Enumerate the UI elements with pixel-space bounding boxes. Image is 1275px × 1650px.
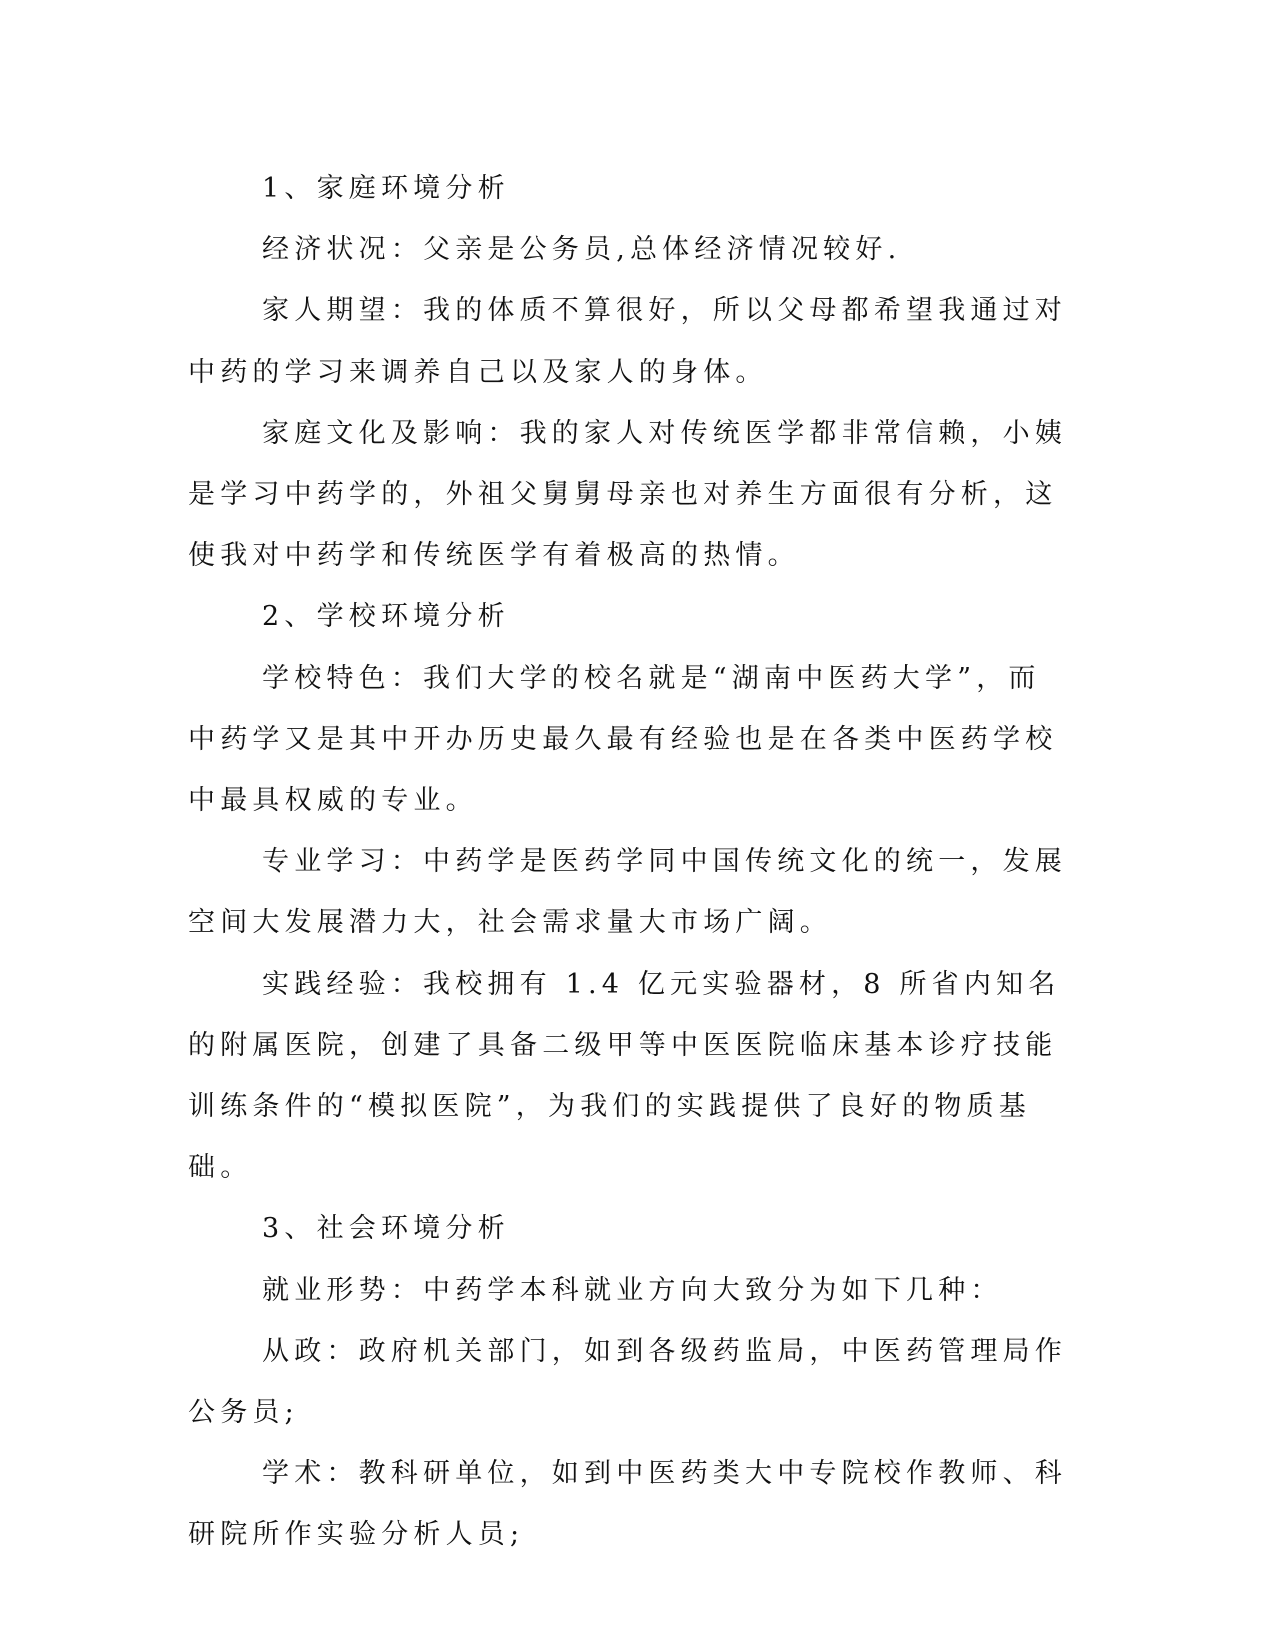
- paragraph-academic-career: 学术：教科研单位，如到中医药类大中专院校作教师、科研院所作实验分析人员;: [188, 1458, 1067, 1551]
- paragraph-family-expectation: 家人期望：我的体质不算很好，所以父母都希望我通过对中药的学习来调养自己以及家人的身体。: [188, 295, 1067, 388]
- paragraph-school-features: 学校特色：我们大学的校名就是“湖南中医药大学”，而中药学又是其中开办历史最久最有经验也是在各类中医药学校中最具权威的专业。: [188, 662, 1058, 817]
- paragraph-major-study: 专业学习：中药学是医药学同中国传统文化的统一，发展空间大发展潜力大，社会需求量大市场广阔。: [188, 846, 1067, 939]
- paragraph-family-culture: 家庭文化及影响：我的家人对传统医学都非常信赖，小姨是学习中药学的，外祖父舅舅母亲也对养生方面很有分析，这使我对中药学和传统医学有着极高的热情。: [188, 417, 1067, 572]
- paragraph-employment-situation: 就业形势：中药学本科就业方向大致分为如下几种：: [262, 1274, 1003, 1306]
- document-body: [188, 158, 1068, 1566]
- heading-school-environment: 2、学校环境分析: [262, 601, 510, 633]
- heading-family-environment: 1、家庭环境分析: [262, 173, 510, 204]
- paragraph-economic-status: 经济状况：父亲是公务员,总体经济情况较好.: [262, 234, 902, 266]
- heading-social-environment: 3、社会环境分析: [262, 1213, 510, 1245]
- paragraph-government-career: 从政：政府机关部门，如到各级药监局，中医药管理局作公务员;: [188, 1335, 1067, 1429]
- paragraph-practice-experience: 实践经验：我校拥有 1.4 亿元实验器材，8 所省内知名的附属医院，创建了具备二级甲等中医医院临床基本诊疗技能训练条件的“模拟医院”，为我们的实践提供了良好的物质基础。: [188, 968, 1061, 1184]
